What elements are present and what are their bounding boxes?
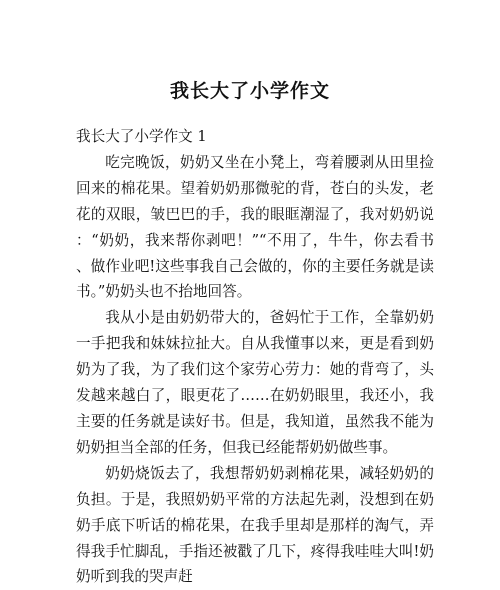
document-body [76, 124, 434, 590]
paragraph-3: 奶奶烧饭去了，我想帮奶奶剥棉花果，减轻奶奶的负担。于是，我照奶奶平常的方法起先剥，没想到在奶奶手底下听话的棉花果，在我手里却是那样的淘气，弄得我手忙脚乱，手指还被戳了几下，疼得我哇哇大叫!奶奶听到我的哭声赶 [76, 464, 434, 586]
section-subtitle: 我长大了小学作文 1 [76, 128, 207, 145]
paragraph-2: 我从小是由奶奶带大的，爸妈忙于工作，全靠奶奶一手把我和妹妹拉扯大。自从我懂事以来，更是看到奶奶为了我，为了我们这个家劳心劳力：她的背弯了，头发越来越白了，眼更花了……在奶奶眼里，我还小，我主要的任务就是读好书。但是，我知道，虽然我不能为奶奶担当全部的任务，但我已经能帮奶奶做些事。 [76, 309, 434, 456]
paragraph-1: 吃完晚饭，奶奶又坐在小凳上，弯着腰剥从田里捡回来的棉花果。望着奶奶那微驼的背，苍白的头发，老花的双眼，皱巴巴的手，我的眼眶潮湿了，我对奶奶说：“奶奶，我来帮你剥吧！”“不用了，牛牛，你去看书、做作业吧!这些事我自己会做的，你的主要任务就是读书。”奶奶头也不抬地回答。 [76, 153, 434, 301]
document-title: 我长大了小学作文 [169, 80, 330, 102]
